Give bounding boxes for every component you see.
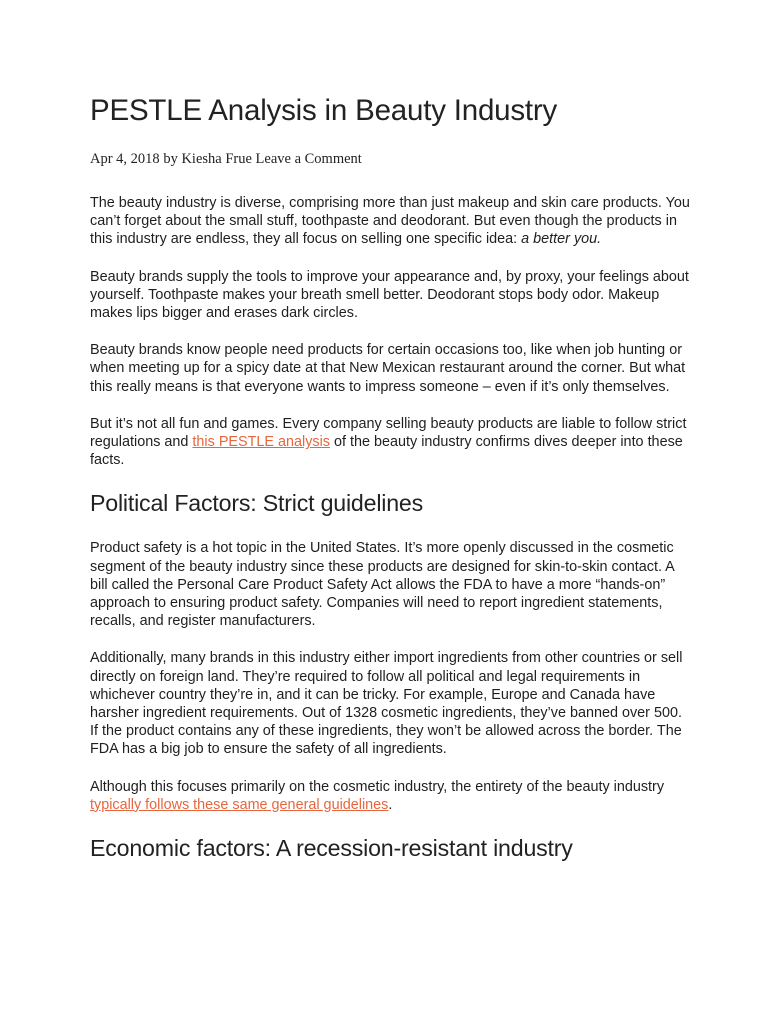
pestle-analysis-link[interactable]: this PESTLE analysis xyxy=(192,434,330,451)
political-paragraph-3 xyxy=(90,778,690,814)
political-factors-heading: Political Factors: Strict guidelines xyxy=(90,490,424,517)
intro-paragraph-1 xyxy=(90,194,690,249)
political-paragraph-3-after: . xyxy=(388,796,393,813)
political-paragraph-2: Additionally, many brands in this industry either import ingredients from other countries or sell directly on foreign land. They’re required to follow all political and legal requirements in whichever country they’re in, and it can be tricky. For example, Europe and Canada have harsher ingredient requirements. Out of 1328 cosmetic ingredients, they’ve banned over 500. If the product contains any of these ingredients, they won’t be allowed across the border. The FDA has a big job to ensure the safety of all ingredients. xyxy=(90,650,683,758)
article xyxy=(90,92,690,884)
article-title: PESTLE Analysis in Beauty Industry xyxy=(90,94,558,127)
intro-emphasis: a better you. xyxy=(521,231,602,248)
intro-paragraph-4-before: But it’s not all fun and games. Every company selling beauty products are liable to follow strict regulations and xyxy=(90,415,687,451)
general-guidelines-link[interactable]: typically follows these same general guidelines xyxy=(90,796,389,813)
intro-paragraph-2: Beauty brands supply the tools to improve your appearance and, by proxy, your feelings about yourself. Toothpaste makes your breath smell better. Deodorant stops body odor. Makeup makes lips bigger and erases dark circles. xyxy=(90,268,689,322)
article-meta xyxy=(90,150,690,168)
author-name[interactable]: Kiesha Frue xyxy=(181,151,252,167)
political-paragraph-1: Product safety is a hot topic in the United States. It’s more openly discussed in the cosmetic segment of the beauty industry since these products are designed for skin-to-skin contact. A bill called the Personal Care Product Safety Act allows the FDA to have a more “hands-on” approach to ensuring product safety. Companies will need to report ingredient statements, recalls, and register manufacturers. xyxy=(90,540,674,630)
intro-paragraph-4 xyxy=(90,415,690,470)
intro-paragraph-3: Beauty brands know people need products for certain occasions too, like when job hunting or when meeting up for a spicy date at that New Mexican restaurant around the corner. But what this really means is that everyone wants to impress someone – even if it’s only themselves. xyxy=(90,342,686,395)
leave-comment-link[interactable]: Leave a Comment xyxy=(255,151,362,167)
post-date: Apr 4, 2018 xyxy=(90,151,160,167)
political-paragraph-3-before: Although this focuses primarily on the cosmetic industry, the entirety of the beauty industry xyxy=(90,778,665,795)
intro-paragraph-1-text: The beauty industry is diverse, comprising more than just makeup and skin care products. You can’t forget about the small stuff, toothpaste and deodorant. But even though the products in this industry are endless, they all focus on selling one specific idea: xyxy=(90,195,690,248)
byline-prefix: by xyxy=(163,151,178,167)
intro-paragraph-4-after: of the beauty industry confirms dives deeper into these facts. xyxy=(90,434,683,469)
economic-factors-heading: Economic factors: A recession-resistant industry xyxy=(90,835,573,862)
